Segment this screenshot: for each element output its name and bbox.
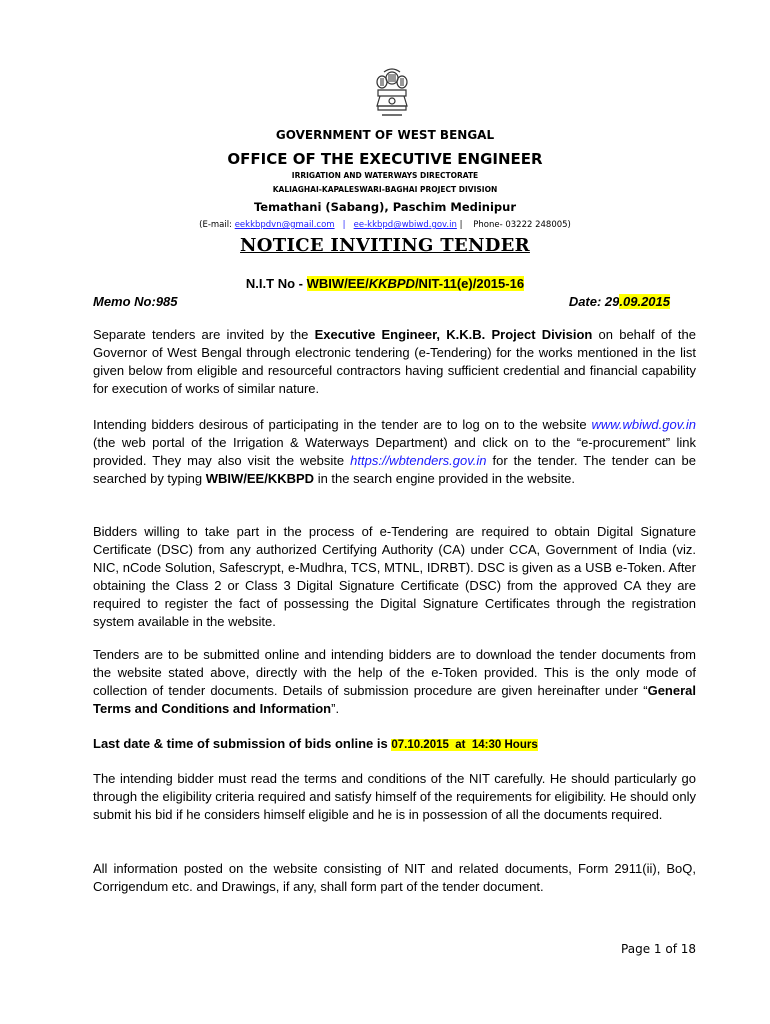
paragraph-3: Bidders willing to take part in the process of e-Tendering are required to obtain Digital Signature Certificate (DSC) from any authorized Certifying Authority (CA) under CCA, Government of India (viz. NIC, nCode Solution, Safescrypt, e-Mudhra, TCS, MTNL, IDRBT). DSC is given as a USB e-Token. After obtaining the Class 2 or Class 3 Digital Signature Certificate (DSC) from the approved CA they are required to register the fact of possessing the Digital Signature Certificates through the registration system available in the website.: [93, 524, 696, 629]
paragraph-7: All information posted on the website consisting of NIT and related documents, Form 2911(ii), BoQ, Corrigendum etc. and Drawings, if any, shall form part of the tender document.: [93, 861, 696, 894]
para4-b: General Terms and Conditions and Information: [93, 683, 696, 716]
contact-line: [0, 220, 770, 230]
contact-separator: |: [334, 220, 354, 230]
location-line: Temathani (Sabang), Paschim Medinipur: [253, 200, 517, 214]
para1-a: Separate tenders are invited by the: [93, 327, 315, 342]
paragraph-4: [93, 646, 696, 718]
para1-b: Executive Engineer, K.K.B. Project Division: [314, 327, 593, 342]
para2-d: WBIW/EE/KKBPD: [205, 471, 315, 486]
office-heading: OFFICE OF THE EXECUTIVE ENGINEER: [227, 150, 543, 168]
para2-b: (the web portal of the Irrigation & Waterways Department) and click on to the “e-procurement” link provided. They may also visit the website: [93, 417, 704, 468]
email-link-1[interactable]: eekkbpdvn@gmail.com: [234, 220, 335, 230]
website-link-2[interactable]: https://wbtenders.gov.in: [350, 453, 487, 468]
para4-c: ”.: [331, 701, 340, 716]
submission-deadline: [93, 735, 696, 754]
para2-c: for the tender. The tender can be searched by typing: [93, 453, 697, 486]
para2-e: in the search engine provided in the website.: [314, 471, 575, 486]
contact-prefix: (E-mail:: [199, 220, 235, 230]
page-title: NOTICE INVITING TENDER: [240, 235, 530, 256]
nit-number-c: /NIT-11(e)/2015-16: [414, 276, 525, 291]
division-line: KALIAGHAI-KAPALESWARI-BAGHAI PROJECT DIVISION: [272, 185, 498, 194]
paragraph-1: [93, 326, 696, 398]
memo-date: [569, 294, 670, 309]
memo-number: Memo No:985: [93, 294, 178, 309]
paragraph-6: The intending bidder must read the terms and conditions of the NIT carefully. He should particularly go through the eligibility criteria required and satisfy himself of the requirements for eligibility. He should only submit his bid if he considers himself eligible and he is in possession of all the documents required.: [93, 771, 696, 822]
state-emblem-icon: [370, 66, 414, 120]
para1-c: on behalf of the Governor of West Bengal through electronic tendering (e-Tendering) for the works mentioned in the list given below from eligible and resourceful contractors having sufficient credential and financial capability for execution of works of similar nature.: [93, 327, 696, 396]
paragraph-2: [93, 416, 704, 488]
website-link-1[interactable]: www.wbiwd.gov.in: [591, 417, 696, 432]
nit-number-b: KKBPD: [368, 276, 415, 291]
deadline-value: 07.10.2015 at 14:30 Hours: [391, 739, 538, 751]
para4-a: Tenders are to be submitted online and intending bidders are to download the tender documents from the website stated above, directly with the help of the e-Token provided. This is the only mode of collection of tender documents. Details of submission procedure are given hereinafter under “: [93, 647, 696, 698]
nit-number: [0, 276, 770, 291]
nit-number-a: WBIW/EE/: [306, 276, 369, 291]
date-highlight: .09.2015: [619, 294, 670, 309]
page-number: Page 1 of 18: [621, 942, 696, 956]
date-prefix: Date: 29: [568, 294, 620, 309]
directorate-line: IRRIGATION AND WATERWAYS DIRECTORATE: [291, 171, 479, 180]
email-link-2[interactable]: ee-kkbpd@wbiwd.gov.in: [353, 220, 457, 230]
para5-a: Last date & time of submission of bids online is: [93, 736, 392, 751]
government-heading: GOVERNMENT OF WEST BENGAL: [275, 128, 495, 142]
contact-suffix: | Phone- 03222 248005): [456, 220, 571, 230]
nit-prefix: N.I.T No -: [245, 276, 307, 291]
para2-a: Intending bidders desirous of participating in the tender are to log on to the website: [93, 417, 592, 432]
